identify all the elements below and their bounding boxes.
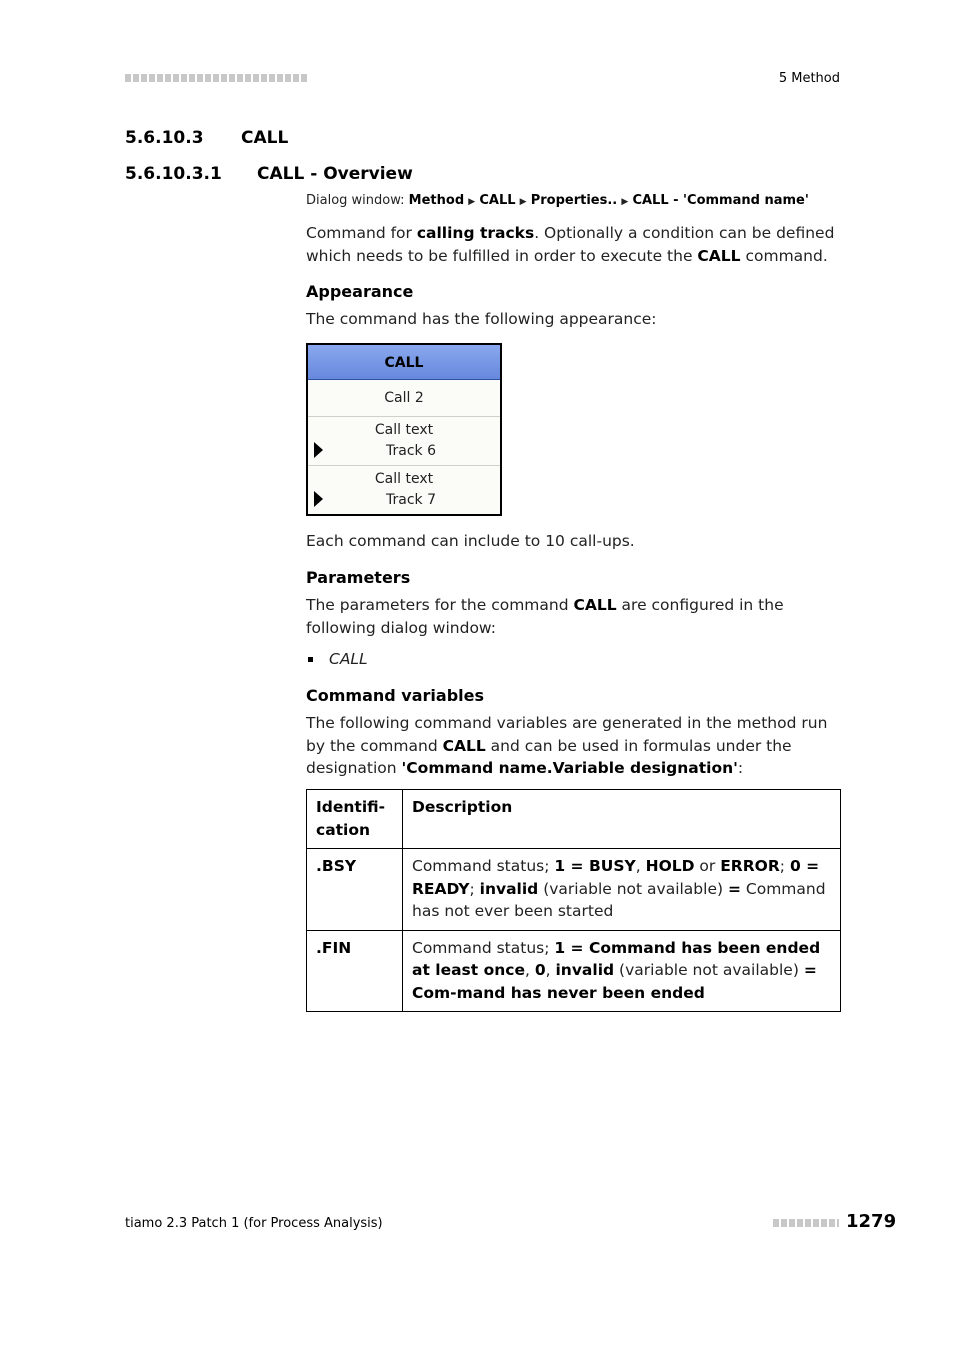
table-header-cell: Description <box>403 790 841 849</box>
chapter-label: 5 Method <box>778 71 840 86</box>
section-heading <box>125 128 289 148</box>
dialog-path-prefix: Dialog window: <box>306 193 409 208</box>
footer-product: tiamo 2.3 Patch 1 (for Process Analysis) <box>125 1216 383 1231</box>
dialog-path-item: CALL <box>479 193 516 208</box>
path-separator-icon: ▶ <box>468 197 476 207</box>
widget-row-call: Call 2 <box>308 380 500 417</box>
intro-paragraph: Command for calling tracks. Optionally a condition can be defined which needs to be fulfilled in order to execute the CALL command. <box>306 224 835 265</box>
appearance-text: The command has the following appearance: <box>306 310 657 328</box>
path-separator-icon: ▶ <box>519 197 527 207</box>
call-text: Call text <box>374 471 434 487</box>
call-text: Call text <box>374 422 434 438</box>
appearance-heading: Appearance <box>306 282 414 301</box>
widget-title: CALL <box>308 345 500 380</box>
widget-row-track <box>308 466 500 514</box>
section-title: CALL <box>241 128 289 148</box>
header-decoration <box>125 74 307 82</box>
section-number: 5.6.10.3 <box>125 128 204 148</box>
page-number: 1279 <box>846 1211 897 1232</box>
subsection-heading <box>125 164 413 184</box>
variable-description: Command status; 1 = BUSY, HOLD or ERROR; 0 = READY; invalid (variable not available) = Command has not ever been started <box>403 849 841 931</box>
variables-text: The following command variables are generated in the method run by the command CALL and can be used in formulas under the designation 'Command name.Variable designation': <box>306 714 828 777</box>
track-label: Track 7 <box>386 492 436 508</box>
dialog-path <box>306 193 809 208</box>
table-header-cell: Identifi-cation <box>307 790 403 849</box>
dialog-path-item: Method <box>408 193 465 208</box>
footer-decoration <box>773 1219 839 1227</box>
table-row <box>307 930 841 1012</box>
widget-row-track <box>308 417 500 466</box>
table-row <box>307 849 841 931</box>
variable-id: .BSY <box>307 849 403 931</box>
subsection-title: CALL - Overview <box>257 164 413 184</box>
variables-heading: Command variables <box>306 686 484 705</box>
path-separator-icon: ▶ <box>621 197 629 207</box>
variables-table <box>306 789 841 1012</box>
table-header-row <box>307 790 841 849</box>
appearance-note: Each command can include to 10 call-ups. <box>306 532 635 550</box>
parameters-heading: Parameters <box>306 568 411 587</box>
parameters-text: The parameters for the command CALL are configured in the following dialog window: <box>306 596 784 637</box>
call-command-widget <box>306 343 502 516</box>
subsection-number: 5.6.10.3.1 <box>125 164 222 184</box>
bullet-icon <box>308 657 313 662</box>
play-arrow-icon <box>314 442 323 458</box>
dialog-path-item: CALL - 'Command name' <box>632 193 809 208</box>
track-label: Track 6 <box>386 443 436 459</box>
variable-description: Command status; 1 = Command has been ended at least once, 0, invalid (variable not available) = Com-mand has never been ended <box>403 930 841 1012</box>
play-arrow-icon <box>314 491 323 507</box>
dialog-path-item: Properties.. <box>530 193 618 208</box>
parameters-list-item[interactable]: CALL <box>329 650 368 668</box>
variable-id: .FIN <box>307 930 403 1012</box>
